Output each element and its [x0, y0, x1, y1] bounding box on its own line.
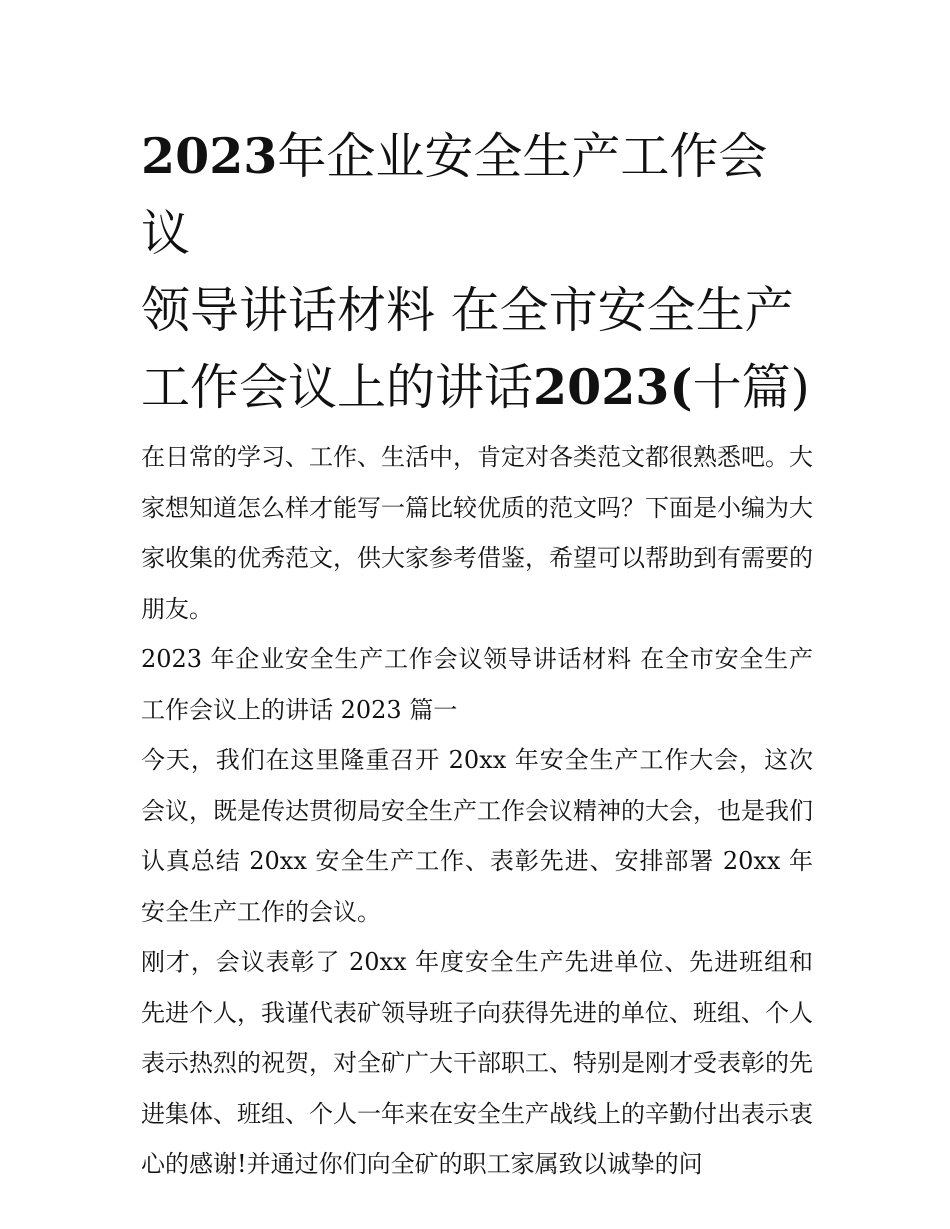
title-text: 领导讲话材料 在全市安全生产 [141, 282, 794, 339]
section-heading: 2023 年企业安全生产工作会议领导讲话材料 在全市安全生产工作会议上的讲话 2023 篇一 [141, 645, 813, 724]
title-text: 年企业安全生产工作会议 [141, 128, 768, 262]
document-body [141, 432, 813, 1190]
intro-paragraph: 在日常的学习、工作、生活中，肯定对各类范文都很熟悉吧。大家想知道怎么样才能写一篇比较优质的范文吗？下面是小编为大家收集的优秀范文，供大家参考借鉴，希望可以帮助到有需要的朋友。 [141, 443, 813, 623]
document-page [141, 118, 813, 1190]
title-text: 工作会议上的讲话 [141, 359, 534, 416]
title-line-2 [141, 282, 794, 339]
title-line-1 [141, 128, 767, 262]
title-year: 2023 [141, 127, 278, 185]
document-title [141, 118, 813, 426]
title-line-3 [141, 359, 810, 416]
body-paragraph: 刚才，会议表彰了 20xx 年度安全生产先进单位、先进班组和先进个人，我谨代表矿领导班子向获得先进的单位、班组、个人表示热烈的祝贺，对全矿广大干部职工、特别是刚才受表彰的先进集体、班组、个人一年来在安全生产战线上的辛勤付出表示衷心的感谢!并通过你们向全矿的职工家属致以诚挚的问 [141, 948, 813, 1178]
title-text: 十篇) [692, 359, 810, 416]
title-year: 2023( [533, 358, 693, 416]
body-paragraph: 今天，我们在这里隆重召开 20xx 年安全生产工作大会，这次会议，既是传达贯彻局安全生产工作会议精神的大会，也是我们认真总结 20xx 安全生产工作、表彰先进、安排部署 20xx 年安全生产工作的会议。 [141, 746, 813, 926]
